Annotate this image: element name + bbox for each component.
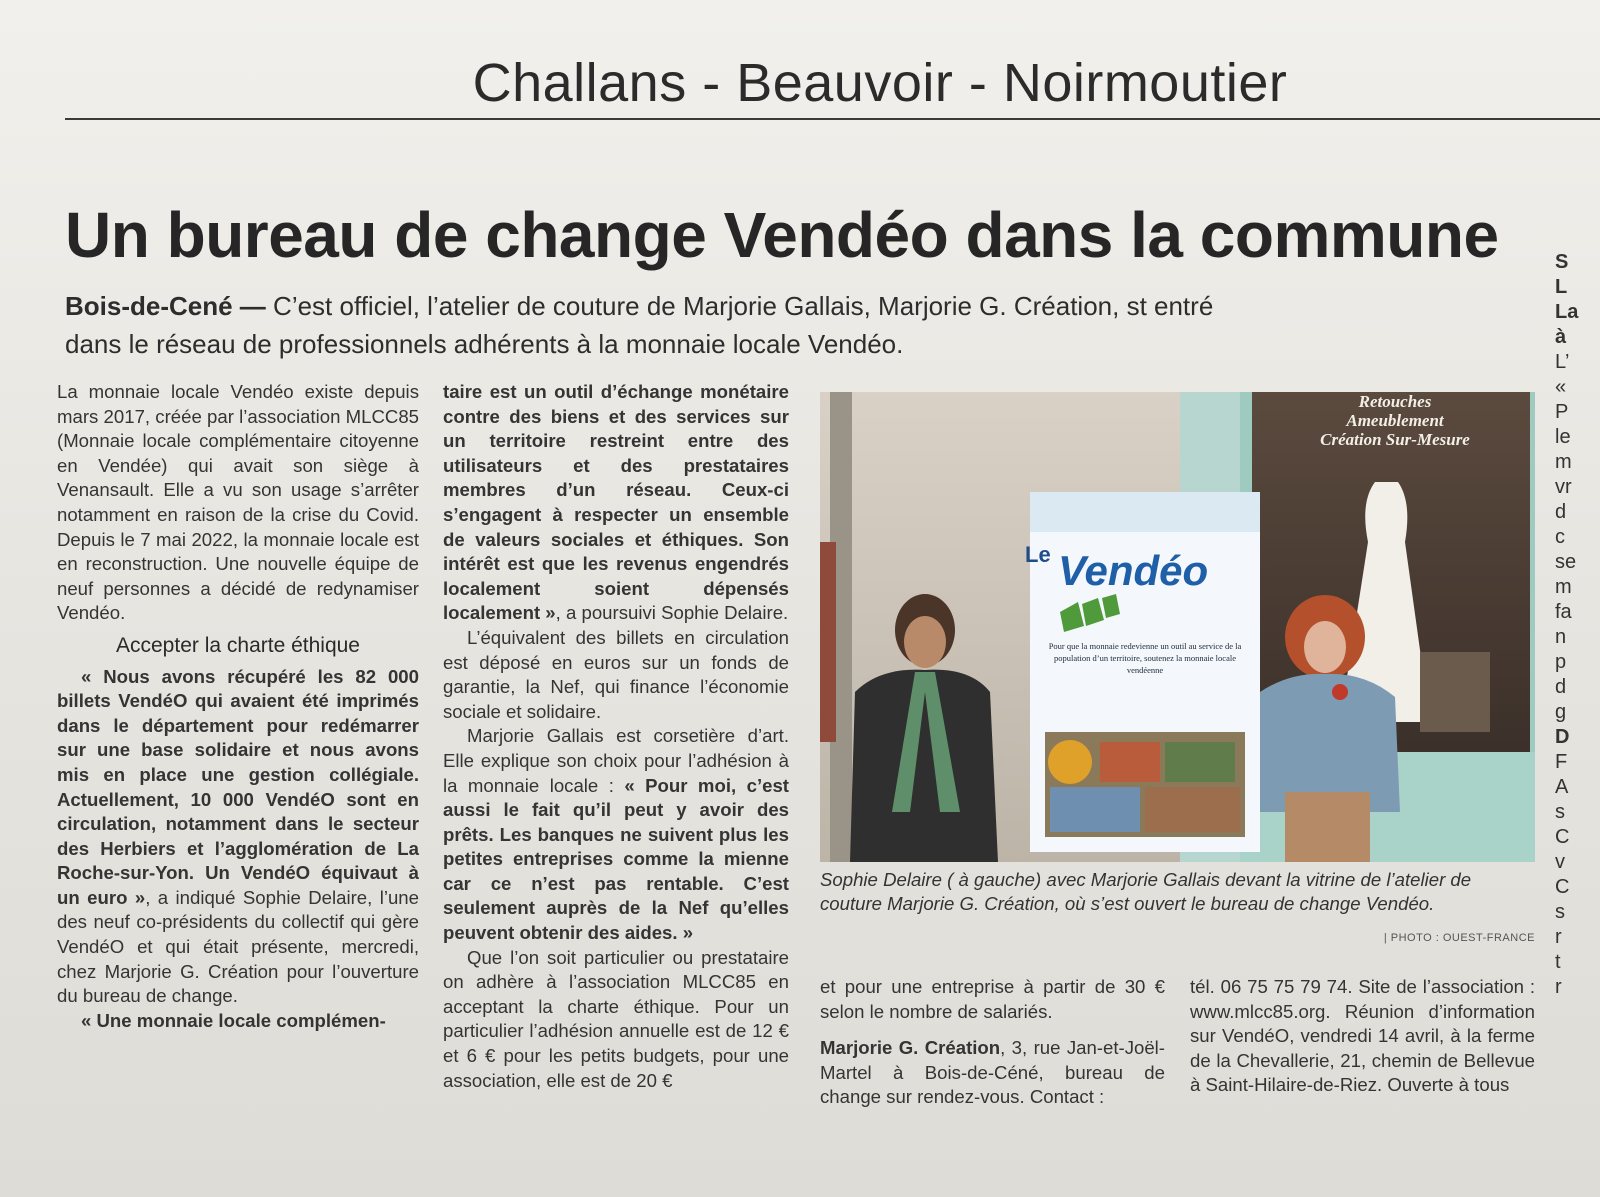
- edge-line: S: [1555, 251, 1569, 273]
- edge-line: se: [1555, 551, 1577, 573]
- shop-sign: [1260, 392, 1530, 449]
- edge-line: d: [1555, 501, 1567, 523]
- edge-line: g: [1555, 701, 1567, 723]
- article-photo: [820, 392, 1535, 862]
- edge-line: r: [1555, 976, 1562, 998]
- neighbour-article-edge: [1555, 250, 1600, 1197]
- edge-line: F: [1555, 751, 1568, 773]
- article-column-4: [1190, 975, 1535, 1098]
- col1-quote-attribution: , a indiqué Sophie Delaire, l’une des neuf co-présidents du collectif qui gère VendéO et qui était présente, mercredi, chez Marjorie G. Création pour l’ouverture du bureau de change.: [57, 886, 419, 1007]
- article-headline: Un bureau de change Vendéo dans la commune: [65, 199, 1499, 271]
- article-column-2: [443, 380, 789, 1093]
- col2-quote: taire est un outil d’échange monétaire contre des biens et des services sur un territoire restreint entre des utilisateurs et des prestataires membres d’un réseau. Ceux-ci s’engagent à respecter un ensemble de valeurs sociales et éthiques. Son intérêt est que les revenus engendrés localement soient dépensés localement »: [443, 381, 789, 624]
- photo-caption: Sophie Delaire ( à gauche) avec Marjorie Gallais devant la vitrine de l’atelier de couture Marjorie G. Création, où s’est ouvert le bureau de change Vendéo.: [820, 869, 1472, 914]
- edge-line: L’: [1555, 351, 1570, 373]
- edge-line: m: [1555, 576, 1572, 598]
- edge-line: vr: [1555, 476, 1572, 498]
- edge-line: c: [1555, 526, 1565, 548]
- col2-paragraph-2: L’équivalent des billets en circulation est déposé en euros sur un fonds de garantie, la Nef, qui finance l’économie sociale et solidaire.: [443, 626, 789, 722]
- edge-line: d: [1555, 676, 1567, 698]
- edge-line: «: [1555, 376, 1567, 398]
- col2-p3-text: Marjorie Gallais est corsetière d’art. Elle explique son choix pour l’adhésion à la monnaie locale :: [443, 725, 789, 796]
- edge-line: p: [1555, 651, 1567, 673]
- edge-line: s: [1555, 801, 1565, 823]
- col1-quote: « Nous avons récupéré les 82 000 billets VendéO qui avaient été imprimés dans le département pour redémarrer sur une base solidaire et nous avons mis en place une gestion collégiale. Actuellement, 10 000 VendéO sont en circulation, notamment dans le secteur des Herbiers et l’agglomération de La Roche-sur-Yon. Un VendéO équivaut à un euro »: [57, 665, 419, 908]
- header-rule: [65, 118, 1600, 120]
- col2-paragraph-4: Que l’on soit particulier ou prestataire on adhère à l’association MLCC85 en acceptant la charte éthique. Pour un particulier l’adhésion annuelle est de 12 € et 6 € pour les petits budgets, pour une association, elle est de 20 €: [443, 946, 789, 1091]
- shop-name: Marjorie G. Création: [820, 1037, 1001, 1059]
- edge-line: A: [1555, 776, 1569, 798]
- col2-paragraph-3: [443, 724, 789, 945]
- shop-address: , 3, rue Jan-et-Joël-Martel à Bois-de-Céné, bureau de change sur rendez-vous. Contact :: [820, 1037, 1165, 1108]
- article-subheading: Accepter la charte éthique: [116, 633, 360, 657]
- edge-line: m: [1555, 451, 1572, 473]
- col2-quote-attribution: , a poursuivi Sophie Delaire.: [555, 602, 789, 624]
- lede-place: Bois-de-Cené —: [65, 291, 266, 321]
- edge-line: C: [1555, 826, 1570, 848]
- shop-sign-line-2: Ameublement: [1346, 411, 1444, 430]
- edge-line: t: [1555, 951, 1561, 973]
- article-column-1: [57, 380, 419, 1033]
- section-header: Challans - Beauvoir - Noirmoutier: [472, 53, 1288, 113]
- edge-line: C: [1555, 876, 1570, 898]
- col2-p3-quote: « Pour moi, c’est aussi le fait qu’il peut y avoir des prêts. Les banques ne suivent plus les petites entreprises comme la mienne car ce n’est pas rentable. C’est seulement auprès de la Nef qu’elles peuvent obtenir des aides. »: [443, 774, 789, 944]
- edge-line: fa: [1555, 601, 1572, 623]
- lede-text: C’est officiel, l’atelier de couture de Marjorie Gallais, Marjorie G. Création, st entré dans le réseau de professionnels adhérents à la monnaie locale Vendéo.: [65, 291, 1214, 359]
- photo-illustration: [820, 392, 1535, 862]
- col1-paragraph-3: « Une monnaie locale complémen-: [81, 1009, 386, 1031]
- photo-credit: | PHOTO : OUEST-FRANCE: [1383, 932, 1535, 944]
- edge-line: v: [1555, 851, 1565, 873]
- edge-line: le: [1555, 426, 1571, 448]
- col3-paragraph-2: [820, 1036, 1165, 1110]
- col2-paragraph-1: [443, 380, 789, 626]
- edge-line: La: [1555, 301, 1579, 323]
- edge-line: r: [1555, 926, 1562, 948]
- shop-sign-line-3: Création Sur-Mesure: [1320, 430, 1470, 449]
- banner-tagline: Pour que la monnaie redevienne un outil au service de la population d’un territoire, soutenez la monnaie locale vendéenne: [1048, 641, 1242, 675]
- col1-paragraph-1: La monnaie locale Vendéo existe depuis mars 2017, créée par l’association MLCC85 (Monnaie locale complémentaire citoyenne en Vendée) qui avait son siège à Venansault. Elle a vu son usage s’arrêter notamment en raison de la crise du Covid. Depuis le 7 mai 2022, la monnaie locale est en reconstruction. Une nouvelle équipe de neuf personnes a décidé de redynamiser Vendéo.: [57, 381, 419, 624]
- article-lede: [65, 287, 1265, 363]
- edge-line: D: [1555, 726, 1570, 748]
- col3-paragraph-1: et pour une entreprise à partir de 30 € selon le nombre de salariés.: [820, 976, 1165, 1022]
- banner-brand: Vendéo: [1058, 547, 1209, 594]
- edge-line: L: [1555, 276, 1568, 298]
- edge-line: n: [1555, 626, 1567, 648]
- banner-le: Le: [1025, 542, 1051, 567]
- edge-line: à: [1555, 326, 1567, 348]
- edge-line: s: [1555, 901, 1565, 923]
- article-column-3: [820, 975, 1165, 1110]
- col1-paragraph-2: [57, 665, 419, 1009]
- edge-line: P: [1555, 401, 1569, 423]
- shop-sign-line-1: Retouches: [1358, 392, 1432, 411]
- col4-paragraph-1: tél. 06 75 75 79 74. Site de l’association : www.mlcc85.org. Réunion d’information sur VendéO, vendredi 14 avril, à la ferme de la Chevallerie, 21, chemin de Bellevue à Saint-Hilaire-de-Riez. Ouverte à tous: [1190, 976, 1535, 1096]
